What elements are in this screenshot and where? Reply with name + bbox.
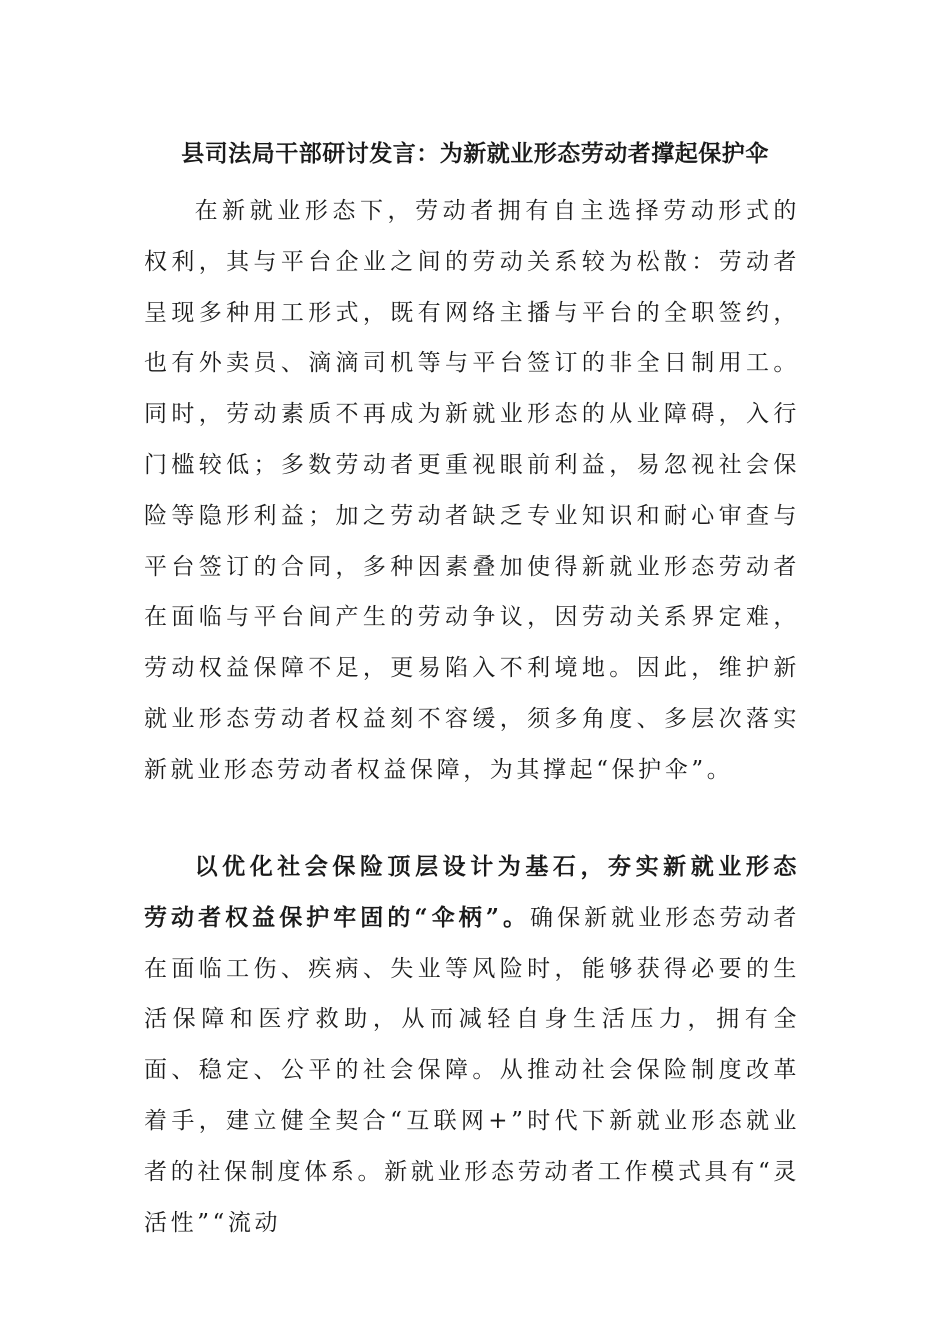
paragraph-1-text: 在新就业形态下，劳动者拥有自主选择劳动形式的权利，其与平台企业之间的劳动关系较为松散：劳动者呈现多种用工形式，既有网络主播与平台的全职签约，也有外卖员、滴滴司机等与平台签订的非全日制用工。同时，劳动素质不再成为新就业形态的从业障碍，入行门槛较低；多数劳动者更重视眼前利益，易忽视社会保险等隐形利益；加之劳动者缺乏专业知识和耐心审查与平台签订的合同，多种因素叠加使得新就业形态劳动者在面临与平台间产生的劳动争议，因劳动关系界定难，劳动权益保障不足，更易陷入不利境地。因此，维护新就业形态劳动者权益刻不容缓，须多角度、多层次落实新就业形态劳动者权益保障，为其撑起“保护伞”。 — [144, 198, 800, 783]
document-title: 县司法局干部研讨发言：为新就业形态劳动者撑起保护伞 — [181, 140, 769, 167]
body-paragraph-2 — [144, 842, 800, 1248]
body-paragraph-1 — [144, 186, 800, 796]
paragraph-2-lead: 以优化社会保险顶层设计为基石，夯实新就业形态劳动者权益保护牢固的“伞柄”。 — [144, 853, 800, 931]
paragraph-2-text: 确保新就业形态劳动者在面临工伤、疾病、失业等风险时，能够获得必要的生活保障和医疗救助，从而减轻自身生活压力，拥有全面、稳定、公平的社会保障。从推动社会保险制度改革着手，建立健全契合“互联网+”时代下新就业形态就业者的社保制度体系。新就业形态劳动者工作模式具有“灵活性”“流动 — [144, 904, 800, 1236]
